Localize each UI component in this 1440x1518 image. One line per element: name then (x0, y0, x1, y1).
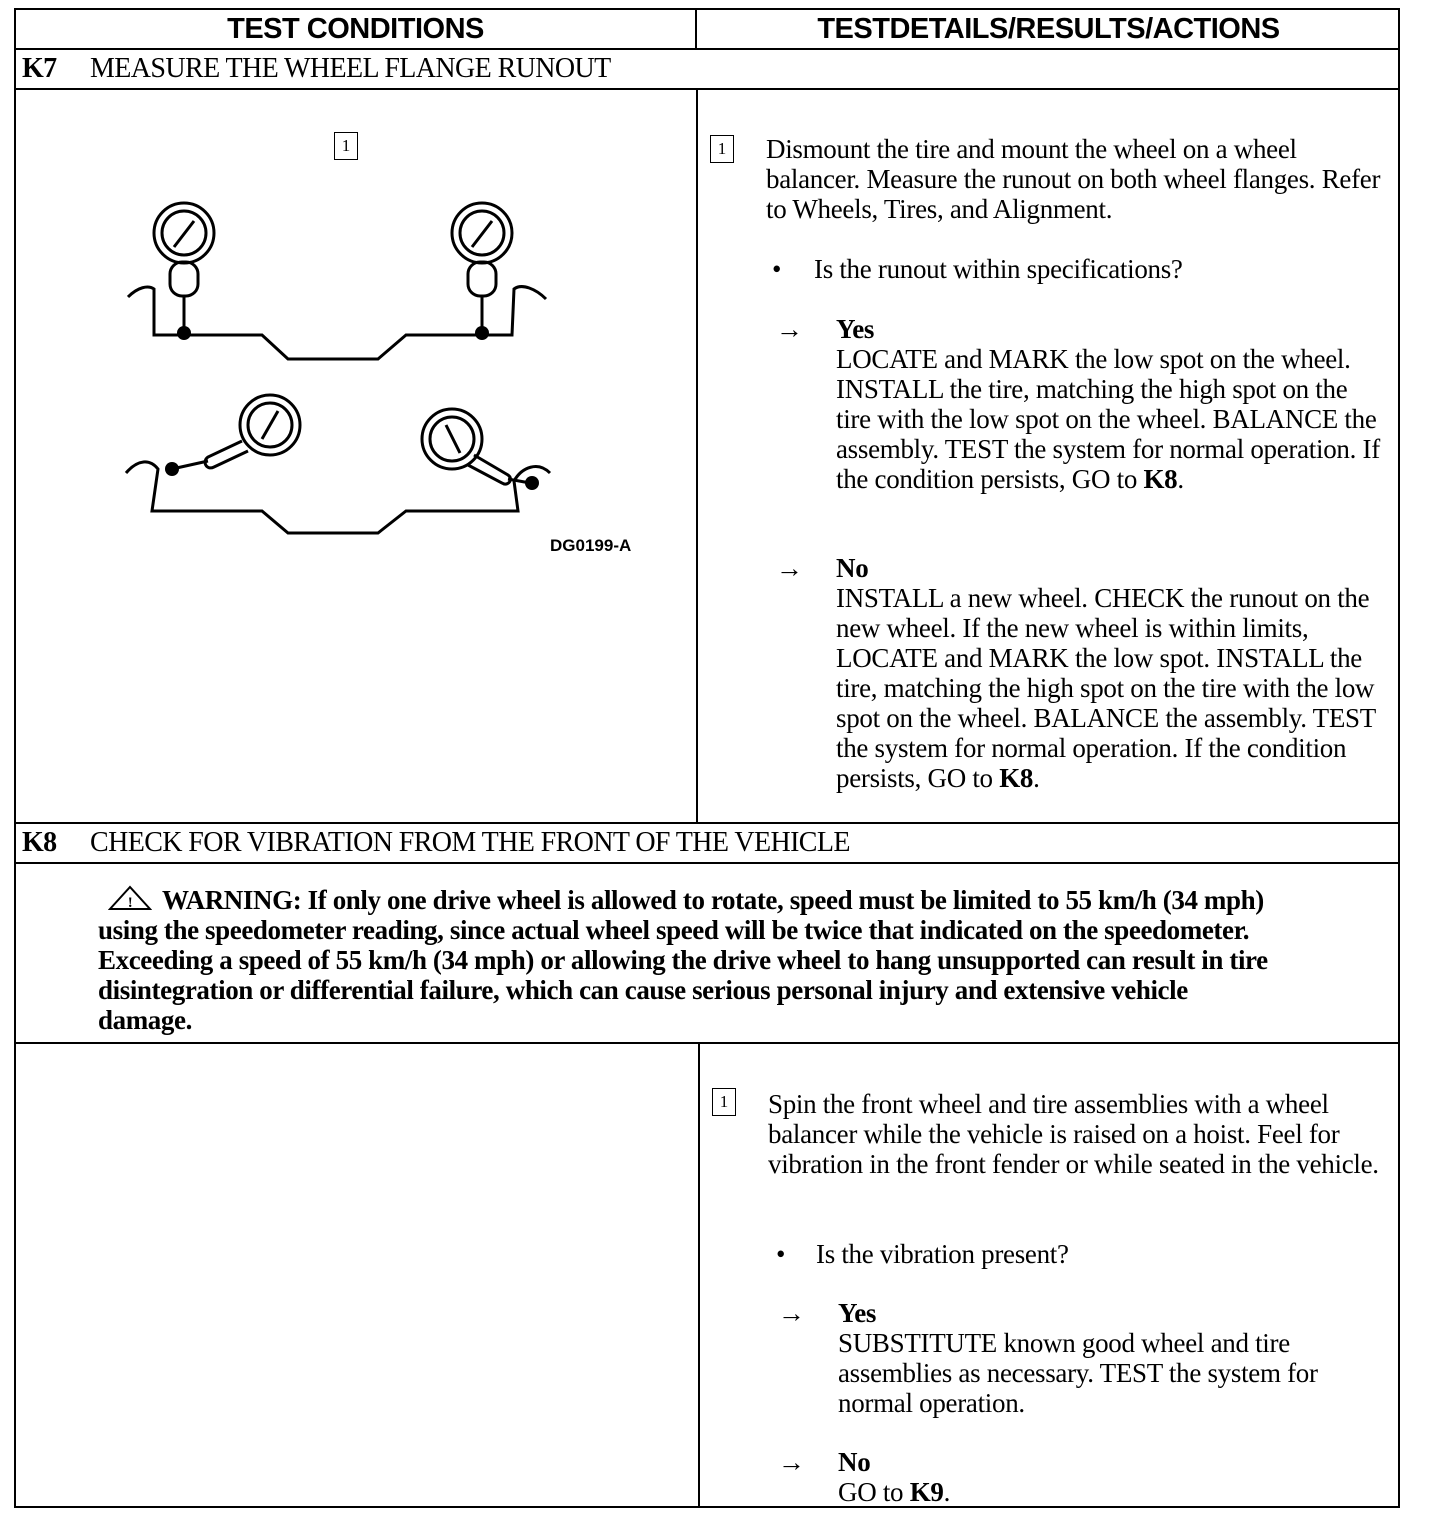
question: Is the vibration present? (816, 1239, 1069, 1269)
step-reference: K8 (999, 763, 1034, 793)
warning-triangle-icon (108, 885, 152, 911)
header-test-conditions: TEST CONDITIONS (227, 13, 484, 45)
step-reference: K9 (909, 1477, 944, 1507)
step-number: 1 (712, 1088, 736, 1116)
arrow-right-icon: → (776, 553, 803, 583)
figure-step-number: 1 (334, 132, 358, 160)
figure-id: DG0199-A (550, 536, 632, 555)
divider (16, 862, 1398, 864)
arrow-right-icon: → (778, 1447, 805, 1477)
yes-option (838, 1298, 1396, 1418)
no-label: No (838, 1447, 871, 1477)
section-heading: CHECK FOR VIBRATION FROM THE FRONT OF THE VEHICLE (90, 827, 850, 858)
header-test-details: TESTDETAILS/RESULTS/ACTIONS (817, 13, 1280, 45)
section-code: K8 (22, 827, 57, 858)
punctuation: . (1177, 464, 1184, 494)
no-action: GO to (838, 1477, 910, 1507)
no-label: No (836, 553, 869, 583)
divider (16, 88, 1398, 90)
warning-notice (98, 885, 1278, 1035)
yes-action: SUBSTITUTE known good wheel and tire assemblies as necessary. TEST the system for normal operation. (838, 1328, 1318, 1418)
divider (16, 1042, 1398, 1044)
no-option (836, 553, 1386, 793)
bullet-icon: • (772, 254, 782, 284)
yes-label: Yes (836, 314, 875, 344)
yes-option (836, 314, 1381, 494)
warning-symbol: ! (127, 895, 133, 911)
wheel-runout-figure (116, 185, 566, 535)
punctuation: . (943, 1477, 951, 1507)
arrow-right-icon: → (776, 314, 803, 344)
section-code: K7 (22, 53, 57, 84)
yes-action: LOCATE and MARK the low spot on the wheel. INSTALL the tire, matching the high spot on the tire with the low spot on the wheel. BALANCE the assembly. TEST the system for normal operation. If the condition persists, GO to (836, 344, 1380, 494)
diagnostic-table (14, 8, 1400, 1508)
bullet-icon: • (776, 1239, 786, 1269)
step-reference: K8 (1143, 464, 1178, 494)
section-heading: MEASURE THE WHEEL FLANGE RUNOUT (90, 53, 611, 84)
no-action: INSTALL a new wheel. CHECK the runout on the new wheel. If the new wheel is within limits, LOCATE and MARK the low spot. INSTALL the tire, matching the high spot on the tire with the low spot on the wheel. BALANCE the assembly. TEST the system for normal operation. If the condition persists, GO to (836, 583, 1376, 793)
question: Is the runout within specifications? (814, 254, 1183, 284)
section-title-k7 (22, 50, 611, 88)
punctuation: . (1033, 763, 1040, 793)
arrow-right-icon: → (778, 1298, 805, 1328)
no-option (838, 1447, 1378, 1507)
column-divider (698, 1042, 700, 1508)
step-instruction: Dismount the tire and mount the wheel on a wheel balancer. Measure the runout on both wheel flanges. Refer to Wheels, Tires, and Alignment. (766, 134, 1381, 224)
step-number: 1 (710, 135, 734, 163)
section-title-k8 (22, 824, 850, 862)
step-instruction: Spin the front wheel and tire assemblies with a wheel balancer while the vehicle is raised on a hoist. Feel for vibration in the front fender or while seated in the vehicle. (768, 1089, 1379, 1179)
yes-label: Yes (838, 1298, 877, 1328)
warning-text: WARNING: If only one drive wheel is allowed to rotate, speed must be limited to 55 km/h (34 mph) using the speedometer reading, since actual wheel speed will be twice that indicated on the speedometer. Exceeding a speed of 55 km/h (34 mph) or allowing the drive wheel to hang unsupported can result in tire disintegration or differential failure, which can cause serious personal injury and extensive vehicle damage. (98, 885, 1268, 1035)
column-divider (696, 88, 698, 822)
